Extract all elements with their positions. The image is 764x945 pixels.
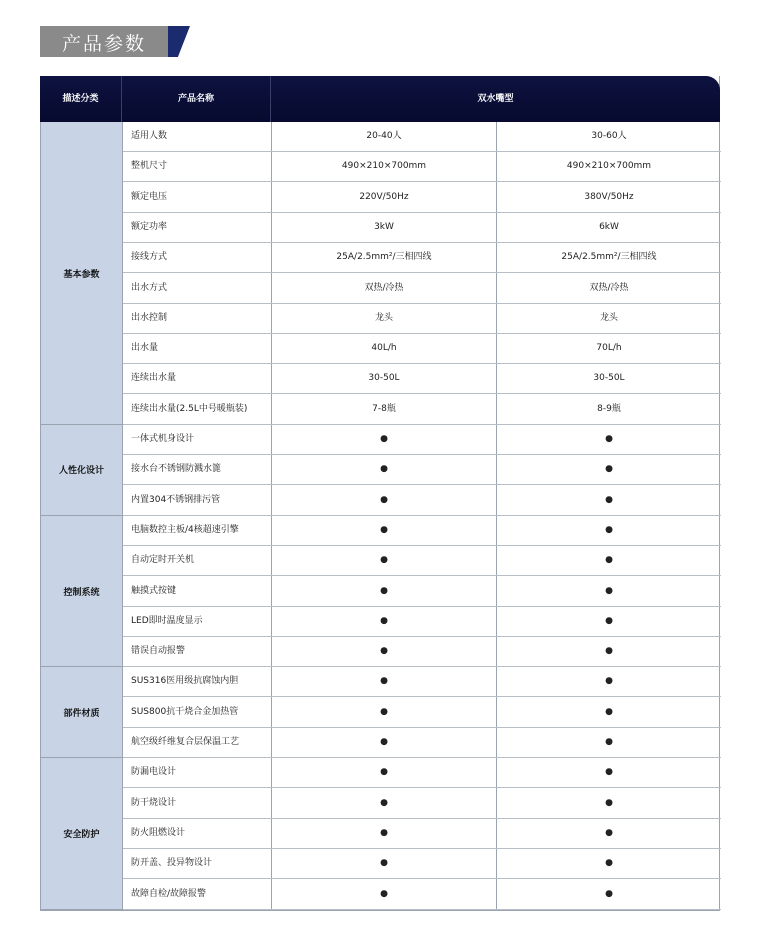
spec-name: 触摸式按键 [131, 585, 177, 596]
spec-value-col2: ● [605, 555, 613, 566]
spec-value-col2: ● [605, 494, 613, 505]
spec-name: 防干烧设计 [131, 797, 177, 808]
spec-value-col2: ● [605, 706, 613, 717]
section-title-bar [40, 26, 180, 57]
table-row [123, 849, 721, 879]
spec-value-col2: ● [605, 888, 613, 899]
spec-value-col2: ● [605, 646, 613, 657]
spec-value-col2: ● [605, 585, 613, 596]
spec-value-col2: 6kW [599, 221, 619, 232]
spec-value-col2: ● [605, 464, 613, 475]
category-cell: 控制系统 [41, 516, 122, 668]
table-row [123, 152, 721, 182]
spec-name: 一体式机身设计 [131, 434, 195, 444]
spec-value-col1: ● [380, 706, 388, 717]
spec-value-col1: 220V/50Hz [359, 191, 409, 202]
spec-name: 接线方式 [131, 252, 168, 263]
spec-table [40, 76, 720, 911]
spec-value-col2: 70L/h [596, 343, 622, 354]
spec-value-col1: ● [380, 858, 388, 869]
category-cell: 部件材质 [41, 667, 122, 758]
spec-value-col1: ● [380, 797, 388, 808]
table-row [123, 607, 721, 637]
spec-value-col1: ● [380, 767, 388, 778]
table-row [123, 486, 721, 516]
table-row [123, 880, 721, 910]
spec-name: 防漏电设计 [131, 767, 177, 778]
spec-value-col2: 8-9瓶 [597, 403, 621, 414]
spec-value-col2: ● [605, 524, 613, 535]
table-row [123, 667, 721, 697]
table-row [123, 698, 721, 728]
category-cell: 人性化设计 [41, 425, 122, 516]
spec-value-col2: ● [605, 434, 613, 444]
spec-value-col2: 30-60人 [591, 131, 627, 141]
spec-value-col2: ● [605, 615, 613, 626]
table-header [40, 76, 720, 122]
table-row [123, 425, 721, 455]
table-row [123, 395, 721, 425]
spec-name: 防开盖、投异物设计 [131, 858, 213, 869]
spec-value-col1: 7-8瓶 [372, 403, 396, 414]
spec-value-col2: 30-50L [593, 373, 625, 384]
spec-name: SUS316医用级抗腐蚀内胆 [131, 676, 239, 687]
category-cell: 安全防护 [41, 758, 122, 910]
spec-value-col2: 490×210×700mm [566, 161, 652, 172]
spec-value-col2: 龙头 [599, 312, 618, 323]
spec-value-col2: 双热/冷热 [589, 282, 629, 293]
spec-value-col1: 40L/h [371, 343, 397, 354]
header-product-name: 产品名称 [177, 94, 214, 104]
table-row [123, 183, 721, 213]
header-model: 双水嘴型 [477, 94, 514, 104]
spec-name: LED即时温度显示 [131, 615, 203, 626]
table-row [123, 577, 721, 607]
spec-name: 故障自检/故障报警 [131, 888, 207, 899]
spec-value-col1: 490×210×700mm [341, 161, 427, 172]
spec-value-col2: ● [605, 737, 613, 747]
spec-value-col1: 30-50L [368, 373, 400, 384]
table-row [123, 789, 721, 819]
table-row [123, 213, 721, 243]
header-category: 描述分类 [62, 94, 99, 104]
spec-value-col1: ● [380, 615, 388, 626]
spec-value-col1: ● [380, 434, 388, 444]
spec-value-col1: ● [380, 646, 388, 657]
table-row [123, 728, 721, 758]
table-row [123, 274, 721, 304]
spec-value-col1: ● [380, 494, 388, 505]
spec-value-col2: ● [605, 676, 613, 687]
spec-name: 连续出水量 [131, 373, 177, 384]
spec-name: 适用人数 [131, 131, 168, 141]
spec-value-col2: ● [605, 827, 613, 838]
spec-value-col1: ● [380, 827, 388, 838]
spec-value-col1: 3kW [374, 221, 394, 232]
spec-value-col1: 25A/2.5mm²/三相四线 [336, 252, 432, 263]
table-row [123, 243, 721, 273]
spec-value-col2: ● [605, 767, 613, 778]
table-row [123, 364, 721, 394]
spec-value-col2: ● [605, 797, 613, 808]
spec-name: 错误自动报警 [131, 646, 186, 657]
table-row [123, 455, 721, 485]
table-row [123, 819, 721, 849]
spec-name: SUS800抗干烧合金加热管 [131, 706, 239, 717]
title-bar-accent [168, 26, 190, 57]
spec-value-col1: 20-40人 [366, 131, 402, 141]
spec-name: 防火阻燃设计 [131, 827, 186, 838]
table-row [123, 637, 721, 667]
spec-value-col1: ● [380, 524, 388, 535]
spec-value-col2: ● [605, 858, 613, 869]
spec-value-col1: ● [380, 555, 388, 566]
spec-value-col1: ● [380, 888, 388, 899]
section-title: 产品参数 [62, 33, 147, 55]
spec-value-col2: 25A/2.5mm²/三相四线 [561, 252, 657, 263]
table-row [123, 304, 721, 334]
spec-value-col1: ● [380, 585, 388, 596]
spec-value-col1: ● [380, 464, 388, 475]
table-row [123, 334, 721, 364]
category-cell: 基本参数 [41, 122, 122, 425]
spec-value-col1: 双热/冷热 [364, 282, 404, 293]
spec-name: 整机尺寸 [131, 161, 168, 172]
spec-name: 额定电压 [131, 191, 168, 202]
spec-name: 内置304不锈钢排污管 [131, 494, 221, 505]
spec-value-col2: 380V/50Hz [584, 191, 634, 202]
spec-value-col1: 龙头 [374, 312, 393, 323]
table-row [123, 516, 721, 546]
table-row [123, 122, 721, 152]
spec-name: 出水控制 [131, 312, 168, 323]
spec-name: 电脑数控主板/4核超速引擎 [131, 524, 239, 535]
spec-name: 自动定时开关机 [131, 555, 195, 566]
spec-name: 出水方式 [131, 282, 168, 293]
spec-name: 额定功率 [131, 221, 168, 232]
table-row [123, 758, 721, 788]
spec-value-col1: ● [380, 676, 388, 687]
spec-name: 出水量 [131, 343, 159, 354]
spec-value-col1: ● [380, 737, 388, 747]
spec-name: 连续出水量(2.5L中号暖瓶装) [131, 403, 248, 414]
spec-name: 航空级纤维复合层保温工艺 [131, 737, 240, 747]
table-row [123, 546, 721, 576]
spec-name: 接水台不锈钢防溅水篦 [131, 464, 222, 475]
